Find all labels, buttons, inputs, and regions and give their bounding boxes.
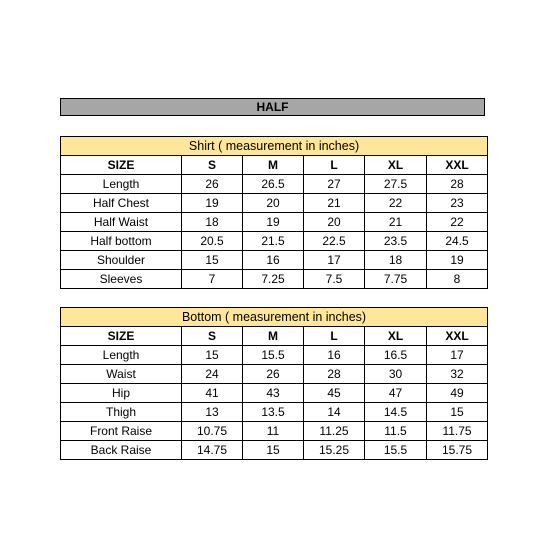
measurement-value: 14.75 [182, 441, 243, 460]
measurement-label: Half Chest [61, 194, 182, 213]
column-header: SIZE [61, 327, 182, 346]
measurement-value: 13.5 [243, 403, 304, 422]
measurement-value: 30 [365, 365, 427, 384]
table-row [61, 441, 488, 460]
table-row [61, 422, 488, 441]
measurement-value: 15 [182, 346, 243, 365]
measurement-value: 47 [365, 384, 427, 403]
measurement-value: 11.25 [304, 422, 365, 441]
measurement-label: Sleeves [61, 270, 182, 289]
measurement-value: 16 [243, 251, 304, 270]
measurement-value: 22 [365, 194, 427, 213]
measurement-value: 15.75 [427, 441, 488, 460]
measurement-value: 41 [182, 384, 243, 403]
measurement-value: 8 [427, 270, 488, 289]
measurement-value: 10.75 [182, 422, 243, 441]
bottom-table-title: Bottom ( measurement in inches) [61, 308, 488, 327]
measurement-value: 7.25 [243, 270, 304, 289]
measurement-label: Back Raise [61, 441, 182, 460]
measurement-value: 28 [304, 365, 365, 384]
measurement-value: 23 [427, 194, 488, 213]
measurement-value: 43 [243, 384, 304, 403]
measurement-value: 14 [304, 403, 365, 422]
measurement-value: 26 [243, 365, 304, 384]
shirt-table-title: Shirt ( measurement in inches) [61, 137, 488, 156]
measurement-value: 27.5 [365, 175, 427, 194]
measurement-value: 11.75 [427, 422, 488, 441]
measurement-value: 7.75 [365, 270, 427, 289]
column-header: XL [365, 327, 427, 346]
measurement-value: 49 [427, 384, 488, 403]
measurement-value: 20 [304, 213, 365, 232]
measurement-value: 7.5 [304, 270, 365, 289]
table-row [61, 270, 488, 289]
column-header: L [304, 156, 365, 175]
column-header: S [182, 156, 243, 175]
measurement-value: 22 [427, 213, 488, 232]
column-header: M [243, 327, 304, 346]
measurement-value: 19 [182, 194, 243, 213]
measurement-value: 23.5 [365, 232, 427, 251]
measurement-value: 15 [182, 251, 243, 270]
measurement-value: 21 [365, 213, 427, 232]
measurement-value: 14.5 [365, 403, 427, 422]
column-header: S [182, 327, 243, 346]
table-row [61, 251, 488, 270]
bottom-size-table [60, 307, 488, 460]
measurement-label: Half bottom [61, 232, 182, 251]
measurement-value: 17 [304, 251, 365, 270]
shirt-header-row [61, 156, 488, 175]
measurement-value: 11.5 [365, 422, 427, 441]
measurement-value: 21 [304, 194, 365, 213]
measurement-label: Waist [61, 365, 182, 384]
measurement-value: 26.5 [243, 175, 304, 194]
measurement-value: 15.5 [243, 346, 304, 365]
table-row [61, 403, 488, 422]
measurement-value: 32 [427, 365, 488, 384]
measurement-value: 27 [304, 175, 365, 194]
column-header: SIZE [61, 156, 182, 175]
measurement-value: 45 [304, 384, 365, 403]
measurement-value: 15 [427, 403, 488, 422]
bottom-title-row [61, 308, 488, 327]
column-header: XXL [427, 327, 488, 346]
measurement-value: 7 [182, 270, 243, 289]
column-header: XL [365, 156, 427, 175]
measurement-value: 20 [243, 194, 304, 213]
bottom-header-row [61, 327, 488, 346]
measurement-value: 15.5 [365, 441, 427, 460]
measurement-value: 17 [427, 346, 488, 365]
column-header: M [243, 156, 304, 175]
measurement-value: 13 [182, 403, 243, 422]
measurement-value: 26 [182, 175, 243, 194]
table-row [61, 194, 488, 213]
table-row [61, 346, 488, 365]
measurement-value: 20.5 [182, 232, 243, 251]
measurement-value: 24 [182, 365, 243, 384]
table-row [61, 213, 488, 232]
measurement-label: Length [61, 346, 182, 365]
half-header: HALF [60, 98, 485, 116]
measurement-label: Front Raise [61, 422, 182, 441]
measurement-label: Half Waist [61, 213, 182, 232]
measurement-label: Shoulder [61, 251, 182, 270]
measurement-value: 28 [427, 175, 488, 194]
measurement-value: 22.5 [304, 232, 365, 251]
shirt-title-row [61, 137, 488, 156]
shirt-size-table [60, 136, 488, 289]
measurement-value: 11 [243, 422, 304, 441]
measurement-value: 19 [427, 251, 488, 270]
column-header: L [304, 327, 365, 346]
measurement-label: Thigh [61, 403, 182, 422]
measurement-value: 16.5 [365, 346, 427, 365]
measurement-value: 18 [365, 251, 427, 270]
measurement-label: Length [61, 175, 182, 194]
measurement-value: 18 [182, 213, 243, 232]
measurement-label: Hip [61, 384, 182, 403]
measurement-value: 21.5 [243, 232, 304, 251]
measurement-value: 16 [304, 346, 365, 365]
table-row [61, 232, 488, 251]
table-row [61, 384, 488, 403]
measurement-value: 24.5 [427, 232, 488, 251]
measurement-value: 19 [243, 213, 304, 232]
measurement-value: 15.25 [304, 441, 365, 460]
column-header: XXL [427, 156, 488, 175]
table-row [61, 365, 488, 384]
table-row [61, 175, 488, 194]
measurement-value: 15 [243, 441, 304, 460]
